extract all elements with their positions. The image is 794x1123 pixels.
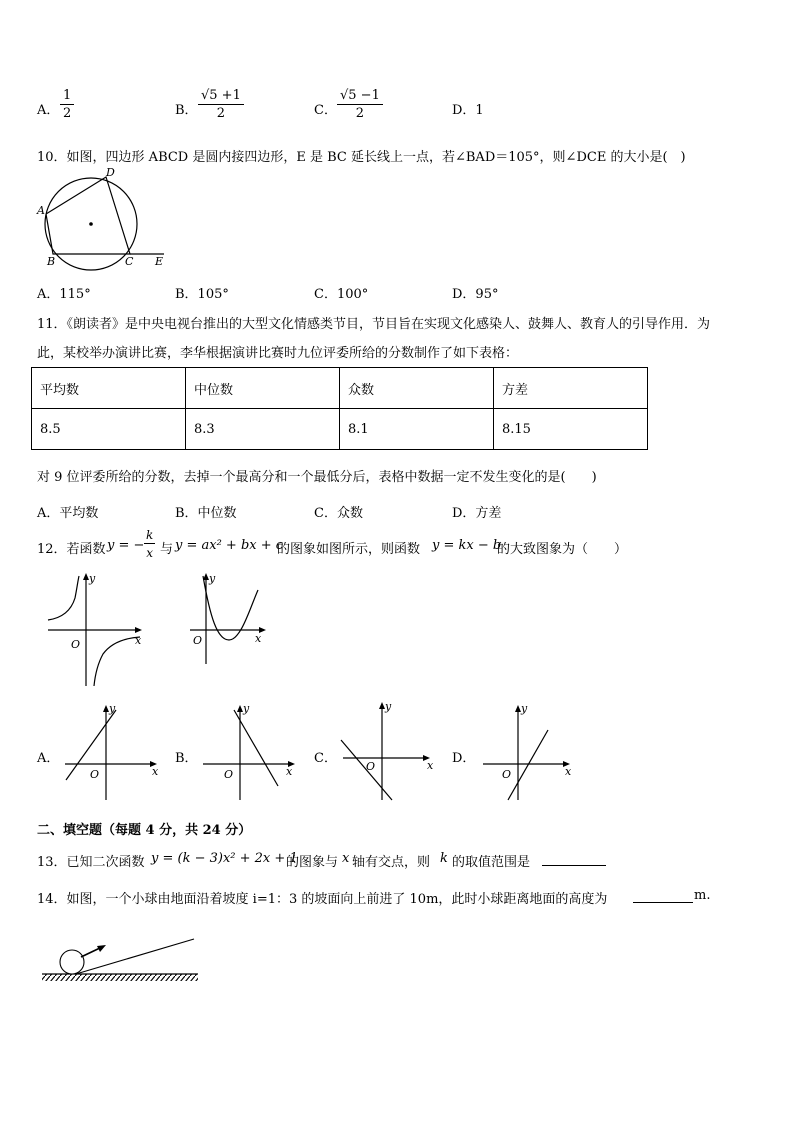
hyperbola-upper-branch <box>48 576 79 620</box>
table-header-cell: 中位数 <box>186 368 340 409</box>
q12-f1-numerator: k <box>146 528 154 542</box>
q10-label-c: C <box>125 255 134 268</box>
origin-label: O <box>502 768 512 781</box>
q9-option-a-label: A． <box>37 103 60 118</box>
origin-label: O <box>366 760 376 773</box>
table-header-cell: 方差 <box>494 368 648 409</box>
q12-hyperbola-graph <box>40 568 150 690</box>
q12-f1-denominator: x <box>146 546 154 560</box>
q9-b-numerator: √5 +1 <box>198 88 244 105</box>
q9-option-b-label: B． <box>175 103 198 118</box>
q13-formula: y = (k − 3)x² + 2x + 1 <box>151 851 298 866</box>
origin-label: O <box>193 634 203 647</box>
axis-y-label: y <box>521 702 528 715</box>
q10-option-d: D．95° <box>452 287 499 302</box>
q14-text: 14．如图，一个小球由地面沿着坡度 i=1：3 的坡面向上前进了 10m，此时小球距离地面的高度为 <box>37 892 608 907</box>
axis-x-label: x <box>565 765 572 778</box>
q12-parabola-graph <box>186 568 276 668</box>
q9-option-a-fraction <box>60 88 74 123</box>
origin-label: O <box>90 768 100 781</box>
q10-option-b: B．105° <box>175 287 229 302</box>
axis-x-label: x <box>286 765 293 778</box>
axis-y-label: y <box>109 702 116 715</box>
q9-a-denominator: 2 <box>63 106 72 121</box>
axis-x-label: x <box>152 765 159 778</box>
table-cell: 8.15 <box>494 409 648 450</box>
arrow-head <box>97 945 106 952</box>
q10-label-e: E <box>155 255 164 268</box>
q12-option-d-label: D． <box>452 751 476 766</box>
q9-option-c-label: C． <box>314 103 337 118</box>
ball <box>60 950 84 974</box>
table-cell: 8.5 <box>32 409 186 450</box>
q13-prefix: 13．已知二次函数 <box>37 855 145 870</box>
q10-label-d: D <box>106 166 115 179</box>
section-2-title: 二、填空题（每题 4 分，共 24 分） <box>37 823 252 838</box>
q13-x: x <box>342 851 350 866</box>
origin-label: O <box>224 768 234 781</box>
q12-option-a-label: A． <box>37 751 60 766</box>
q11-option-c: C．众数 <box>314 506 363 521</box>
table-cell: 8.3 <box>186 409 340 450</box>
q10-option-a: A．115° <box>37 287 91 302</box>
origin-label: O <box>71 638 81 651</box>
q11-option-d: D．方差 <box>452 506 502 521</box>
table-header-cell: 平均数 <box>32 368 186 409</box>
q12-option-b-graph <box>198 700 303 810</box>
q10-center-dot <box>89 222 93 226</box>
axis-x-label: x <box>427 759 434 772</box>
q10-label-b: B <box>47 255 56 268</box>
q12-option-c-graph <box>338 696 443 808</box>
q11-line1: 11．《朗读者》是中央电视台推出的大型文化情感类节目，节目旨在实现文化感染人、鼓舞人、教育人的引导作用．为 <box>37 317 711 332</box>
q14-unit: m. <box>694 888 711 903</box>
option-d-line <box>508 730 548 800</box>
axis-y-label: y <box>385 700 392 713</box>
q9-c-numerator: √5 −1 <box>337 88 383 105</box>
q9-option-d: D．1 <box>452 103 484 118</box>
q11-option-a: A．平均数 <box>37 506 99 521</box>
q10-circle-figure <box>36 168 171 272</box>
q10-label-a: A <box>37 204 45 217</box>
q10-text: 10．如图，四边形 ABCD 是圆内接四边形，E 是 BC 延长线上一点，若∠BAD＝105°，则∠DCE 的大小是( ) <box>37 150 686 165</box>
q12-f3: y = kx − b <box>432 538 502 553</box>
q12-option-a-graph <box>60 700 165 810</box>
axis-x-label: x <box>255 632 262 645</box>
table-header-cell: 众数 <box>340 368 494 409</box>
q9-b-denominator: 2 <box>216 106 226 121</box>
table-header-row <box>32 368 648 409</box>
slope-line <box>76 939 194 974</box>
axis-y-label: y <box>209 572 216 585</box>
q14-slope-figure <box>40 934 200 986</box>
q13-mid2: 轴有交点，则 <box>352 855 431 870</box>
q9-option-c-fraction <box>337 88 383 123</box>
axis-x-label: x <box>135 634 142 647</box>
table-row <box>32 409 648 450</box>
q11-line2: 此，某校举办演讲比赛，李华根据演讲比赛时九位评委所给的分数制作了如下表格： <box>37 346 519 361</box>
q12-f1-fraction <box>144 527 155 562</box>
ground-hatching <box>42 974 198 981</box>
q12-option-d-graph <box>478 700 583 808</box>
option-b-line <box>234 710 278 786</box>
hyperbola-lower-branch <box>94 637 140 686</box>
q9-a-numerator: 1 <box>60 88 74 105</box>
q12-mid2: 的图象如图所示，则函数 <box>277 542 421 557</box>
axis-y-label: y <box>243 702 250 715</box>
axis-y-label: y <box>89 572 96 585</box>
table-cell: 8.1 <box>340 409 494 450</box>
q13-suffix: 的取值范围是 <box>452 855 531 870</box>
q9-option-b-fraction <box>198 88 244 123</box>
q12-option-c-label: C． <box>314 751 337 766</box>
q12-suffix: 的大致图象为（ ） <box>497 542 628 557</box>
q11-question: 对 9 位评委所给的分数，去掉一个最高分和一个最低分后，表格中数据一定不发生变化的是( ) <box>37 470 597 485</box>
q10-quadrilateral <box>46 177 130 254</box>
q9-c-denominator: 2 <box>355 106 365 121</box>
q10-option-c: C．100° <box>314 287 369 302</box>
q12-prefix: 12．若函数 <box>37 542 106 557</box>
q12-f1-lhs: y = − <box>107 538 145 553</box>
q13-mid: 的图象与 <box>286 855 339 870</box>
q11-option-b: B．中位数 <box>175 506 237 521</box>
q12-mid: 与 <box>160 542 174 557</box>
q14-answer-blank[interactable] <box>633 888 693 903</box>
q12-option-b-label: B． <box>175 751 198 766</box>
q12-f2: y = ax² + bx + c <box>175 538 284 553</box>
q13-answer-blank[interactable] <box>542 851 606 866</box>
q11-statistics-table <box>31 367 648 450</box>
q13-k: k <box>440 851 448 866</box>
